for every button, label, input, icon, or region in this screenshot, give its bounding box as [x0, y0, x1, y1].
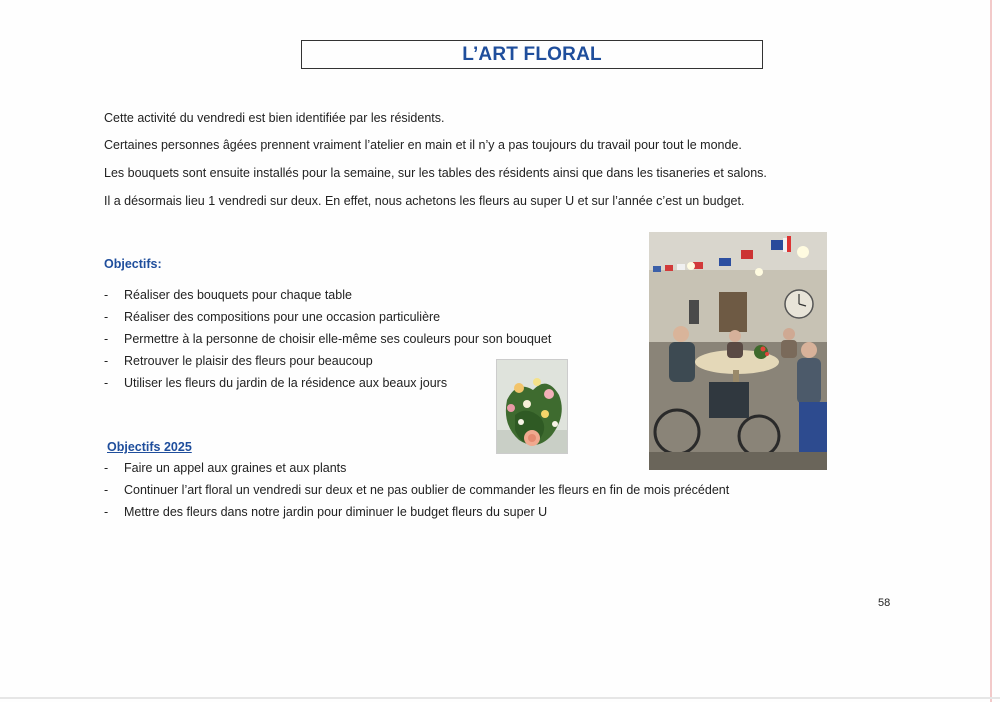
intro-paragraph-3: Les bouquets sont ensuite installés pour la semaine, sur les tables des résidents ainsi que dans les tisaneries et salons. [104, 166, 767, 180]
page-edge-bottom [0, 697, 1000, 699]
page-edge-right [990, 0, 992, 702]
document-page: L’ART FLORAL Cette activité du vendredi est bien identifiée par les résidents. Certaines personnes âgées prennent vraiment l’atelier en main et il n’y a pas toujours du travail pour tout le monde. Les bouquets sont ensuite installés pour la semaine, sur les tables des résidents ainsi que dans les tisaneries et salons. Il a désormais lieu 1 vendredi sur deux. En effet, nous achetons les fleurs au super U et sur l’année c’est un budget. Objectifs: - Réaliser des bouquets pour chaque table - Réaliser des compositions pour une occasion particulière - Permettre à la personne de choisir elle-même ses couleurs pour son bouquet - Retrouver le plaisir des fleurs pour beaucoup - Utiliser les fleurs du jardin de la résidence aux beaux jours Objectifs 2025 - Faire un appel aux graines et aux plants - Continuer l’art floral un vendredi sur deux et ne pas oublier de commander les fleurs en fin de mois précédent - Mettre des fleurs dans notre jardin pour diminuer le budget fleurs du super U 58 [0, 0, 1000, 702]
intro-paragraph-2: Certaines personnes âgées prennent vraiment l’atelier en main et il n’y a pas toujours du travail pour tout le monde. [104, 138, 742, 152]
intro-paragraph-1: Cette activité du vendredi est bien identifiée par les résidents. [104, 111, 445, 125]
objectifs-2025-heading: Objectifs 2025 [107, 440, 192, 454]
objectifs-heading: Objectifs: [104, 257, 162, 271]
bouquet-photo [496, 359, 568, 454]
page-number: 58 [878, 597, 891, 609]
page-title: L’ART FLORAL [462, 43, 602, 65]
activity-room-photo [649, 232, 827, 470]
title-box [301, 40, 763, 69]
intro-paragraph-4: Il a désormais lieu 1 vendredi sur deux. En effet, nous achetons les fleurs au super U et sur l’année c’est un budget. [104, 194, 745, 208]
